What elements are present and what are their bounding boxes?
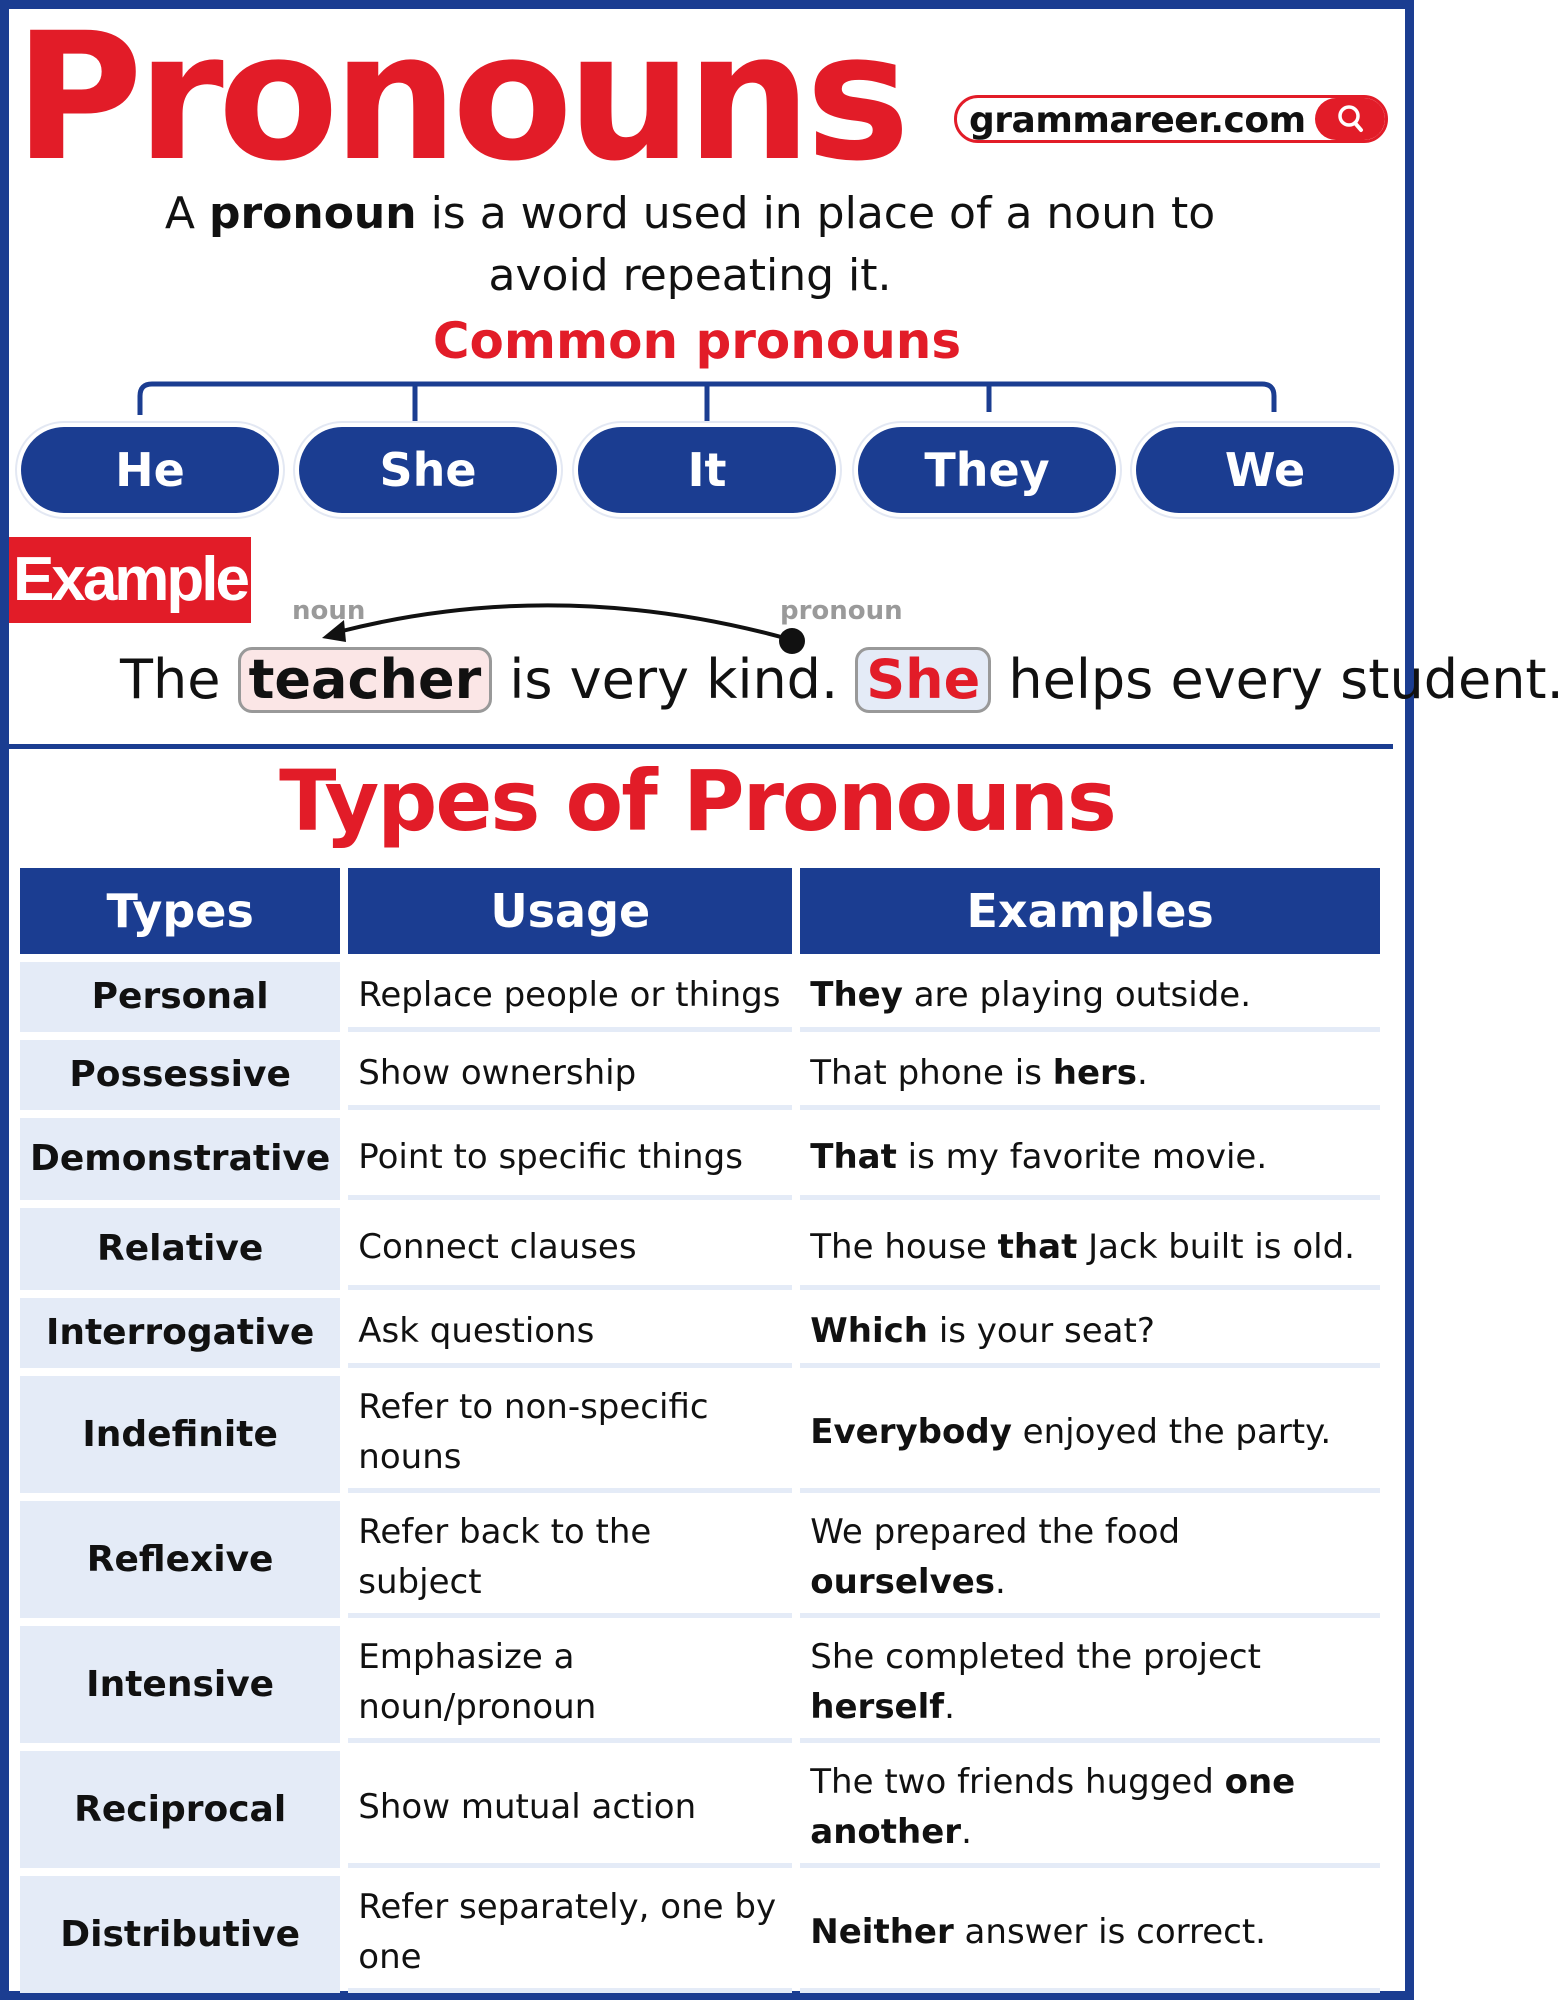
definition-keyword: pronoun: [208, 188, 417, 239]
example-cell: The house that Jack built is old.: [800, 1208, 1380, 1290]
type-cell: Personal: [20, 962, 340, 1032]
usage-cell: Replace people or things: [348, 962, 792, 1032]
definition-text: A pronoun is a word used in place of a noun to avoid repeating it.: [164, 188, 1216, 301]
table-row: [20, 1751, 1380, 1868]
table-row: [20, 1298, 1380, 1368]
table-header-row: [20, 868, 1380, 954]
pronoun-label: pronoun: [780, 596, 903, 626]
type-cell: Reciprocal: [20, 1751, 340, 1868]
type-cell: Demonstrative: [20, 1118, 340, 1200]
example-cell: Everybody enjoyed the party.: [800, 1376, 1380, 1493]
reference-arrow: [0, 0, 1414, 680]
table-row: [20, 1376, 1380, 1493]
usage-cell: Refer back to the subject: [348, 1501, 792, 1618]
header-examples: Examples: [800, 868, 1380, 954]
type-cell: Interrogative: [20, 1298, 340, 1368]
example-cell: That is my favorite movie.: [800, 1118, 1380, 1200]
example-cell: We prepared the food ourselves.: [800, 1501, 1380, 1618]
pronoun-pill-it: It: [578, 427, 836, 513]
highlighted-noun: teacher: [238, 647, 493, 713]
type-cell: Distributive: [20, 1876, 340, 1993]
table-row: [20, 1876, 1380, 1993]
pronoun-pill-they: They: [858, 427, 1116, 513]
type-cell: Intensive: [20, 1626, 340, 1743]
header-types: Types: [20, 868, 340, 954]
table-row: [20, 962, 1380, 1032]
type-cell: Possessive: [20, 1040, 340, 1110]
type-cell: Reflexive: [20, 1501, 340, 1618]
example-cell: She completed the project herself.: [800, 1626, 1380, 1743]
table-row: [20, 1118, 1380, 1200]
type-cell: Relative: [20, 1208, 340, 1290]
usage-cell: Connect clauses: [348, 1208, 792, 1290]
usage-cell: Refer separately, one by one: [348, 1876, 792, 1993]
table-row: [20, 1040, 1380, 1110]
example-cell: The two friends hugged one another.: [800, 1751, 1380, 1868]
table-row: [20, 1208, 1380, 1290]
pronoun-types-table: [12, 860, 1388, 2001]
example-cell: Neither answer is correct.: [800, 1876, 1380, 1993]
table-row: [20, 1501, 1380, 1618]
header-usage: Usage: [348, 868, 792, 954]
example-cell: They are playing outside.: [800, 962, 1380, 1032]
usage-cell: Ask questions: [348, 1298, 792, 1368]
table-row: [20, 1626, 1380, 1743]
site-name: grammareer.com: [969, 100, 1306, 141]
common-pronouns-heading: Common pronouns: [432, 312, 962, 370]
usage-cell: Point to specific things: [348, 1118, 792, 1200]
usage-cell: Show ownership: [348, 1040, 792, 1110]
noun-label: noun: [292, 596, 366, 626]
pronoun-pill-he: He: [21, 427, 279, 513]
usage-cell: Refer to non-specific nouns: [348, 1376, 792, 1493]
example-cell: Which is your seat?: [800, 1298, 1380, 1368]
types-heading: Types of Pronouns: [279, 752, 1115, 850]
pronoun-pill-we: We: [1136, 427, 1394, 513]
usage-cell: Show mutual action: [348, 1751, 792, 1868]
page-title: Pronouns: [14, 0, 905, 200]
highlighted-pronoun: She: [855, 647, 991, 713]
type-cell: Indefinite: [20, 1376, 340, 1493]
usage-cell: Emphasize a noun/pronoun: [348, 1626, 792, 1743]
section-divider: [9, 744, 1393, 749]
example-cell: That phone is hers.: [800, 1040, 1380, 1110]
example-sentence: The teacher is very kind. She helps every student.: [120, 648, 1564, 711]
example-badge: Example: [9, 537, 251, 623]
pronoun-pill-she: She: [299, 427, 557, 513]
